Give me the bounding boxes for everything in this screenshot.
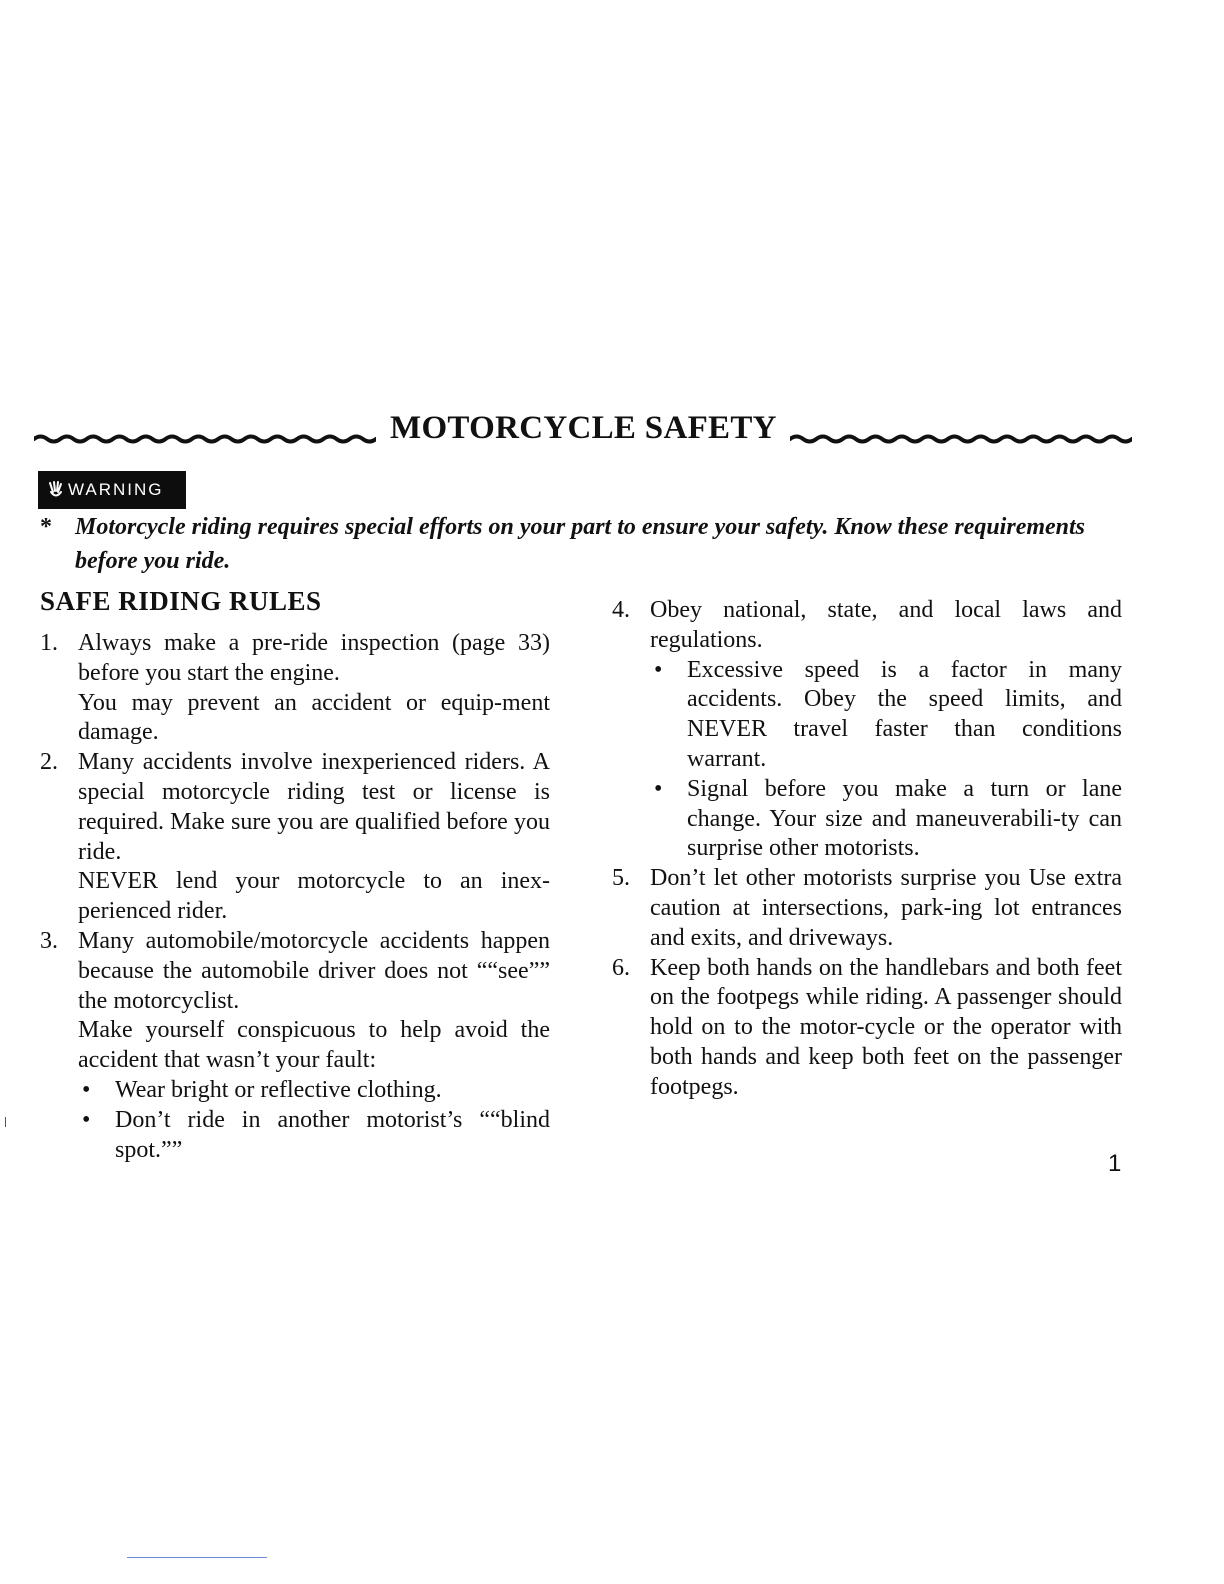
rule-item [612, 954, 1122, 1103]
rule-bullet [650, 656, 1122, 775]
warning-message [40, 510, 1130, 578]
rule-text: Keep both hands on the handlebars and both feet on the footpegs while riding. A passenger should hold on to the motor-cycle or the operator with both hands and keep both feet on the passenger footpegs. [650, 954, 1122, 1100]
rule-number: 4. [612, 597, 630, 623]
rule-item [40, 629, 550, 748]
rule-text: Many automobile/motorcycle accidents happen because the automobile driver does not ““see”” the motorcyclist. [78, 927, 550, 1014]
warning-badge [38, 471, 186, 509]
bullet-text: Wear bright or reflective clothing. [115, 1076, 442, 1103]
rule-bullet [78, 1076, 550, 1106]
rule-item [612, 596, 1122, 864]
rule-number: 5. [612, 865, 630, 892]
rule-item [612, 864, 1122, 953]
rule-item [40, 927, 550, 1165]
warning-label: WARNING [68, 480, 164, 499]
rule-text: Make yourself conspicuous to help avoid the accident that wasn’t your fault: [78, 1017, 550, 1074]
warning-text: Motorcycle riding requires special efforts on your part to ensure your safety. Know these requirements before you ride. [75, 514, 1086, 574]
rule-text: Don’t let other motorists surprise you Use extra caution at intersections, park-ing lot entrances and exits, and driveways. [650, 865, 1122, 951]
rule-number: 1. [40, 630, 58, 656]
rule-bullet [78, 1106, 550, 1166]
page-number: 1 [1108, 1150, 1122, 1177]
bullet-text: Excessive speed is a factor in many accidents. Obey the speed limits, and NEVER travel faster than conditions warrant. [687, 656, 1122, 772]
bullet-dot: • [654, 656, 663, 683]
margin-mark [5, 1117, 6, 1127]
bullet-text: Don’t ride in another motorist’s ““blind spot.”” [115, 1106, 550, 1163]
rule-text: NEVER lend your motorcycle to an inex-perienced rider. [78, 868, 550, 925]
rule-number: 6. [612, 954, 630, 981]
warning-asterisk: * [40, 514, 52, 540]
bullet-text: Signal before you make a turn or lane change. Your size and maneuverabili-ty can surprise other motorists. [687, 775, 1122, 862]
rule-number: 3. [40, 927, 58, 954]
rule-text: Obey national, state, and local laws and regulations. [650, 597, 1122, 653]
warning-hand-icon [46, 480, 66, 500]
rule-text: Always make a pre-ride inspection (page 33) before you start the engine. [78, 630, 550, 686]
decorative-wave-right [790, 432, 1132, 446]
rules-column-left [40, 629, 550, 1165]
title-row [34, 410, 1134, 460]
footer-rule [127, 1557, 267, 1558]
rule-bullet [650, 775, 1122, 864]
page-title: MOTORCYCLE SAFETY [390, 410, 777, 446]
rule-text: Many accidents involve inexperienced riders. A special motorcycle riding test or license is required. Make sure you are qualified before you ride. [78, 749, 550, 865]
rule-text: You may prevent an accident or equip-ment damage. [78, 689, 550, 746]
rule-item [40, 748, 550, 927]
bullet-dot: • [654, 775, 663, 802]
rule-number: 2. [40, 749, 58, 776]
bullet-dot: • [82, 1106, 91, 1133]
rules-column-right [612, 596, 1122, 1103]
bullet-dot: • [82, 1076, 91, 1103]
section-heading: SAFE RIDING RULES [40, 586, 322, 616]
decorative-wave-left [34, 432, 376, 446]
